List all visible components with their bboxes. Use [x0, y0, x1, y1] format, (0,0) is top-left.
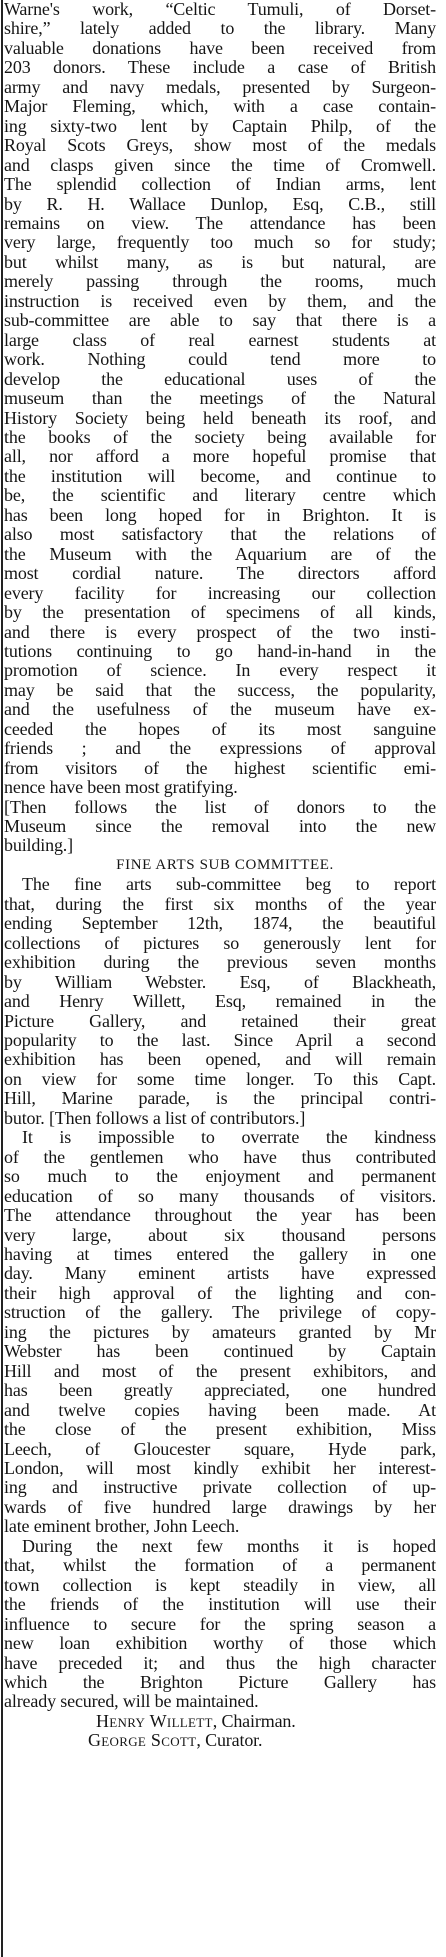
text-line: It is impossible to overrate the kindness: [22, 1127, 436, 1148]
text-line: from visitors of the highest scientific emi-: [4, 757, 436, 778]
text-line: by William Webster. Esq, of Blackheath,: [4, 971, 436, 992]
text-line: The fine arts sub-committee beg to report: [22, 874, 436, 895]
text-line: new loan exhibition worthy of those which: [4, 1633, 436, 1654]
text-line: Museum since the removal into the new: [4, 816, 436, 837]
signatory-role: , Chairman.: [212, 1710, 296, 1731]
section-heading: FINE ARTS SUB COMMITTEE.: [116, 856, 334, 873]
text-line: Picture Gallery, and retained their great: [4, 1010, 436, 1031]
text-line: late eminent brother, John Leech.: [4, 1516, 240, 1537]
text-line: Webster has been continued by Captain: [4, 1341, 436, 1362]
text-line: on view for some time longer. To this Capt.: [4, 1068, 436, 1089]
text-line: wards of five hundred large drawings by her: [4, 1496, 436, 1517]
text-line: the friends of the institution will use their: [4, 1594, 436, 1615]
text-line: promotion of science. In every respect it: [4, 660, 436, 681]
text-line: Major Fleming, which, with a case contain-: [4, 96, 436, 117]
text-line: museum than the meetings of the Natural: [4, 388, 436, 409]
text-line: by the presentation of specimens of all kinds,: [4, 602, 436, 623]
text-line: influence to secure for the spring season a: [4, 1613, 436, 1634]
signatory-name: George Scott: [88, 1730, 197, 1751]
paragraph: [4, 1537, 436, 1712]
text-line: also most satisfactory that the relations of: [4, 524, 436, 545]
text-line: which the Brighton Picture Gallery has: [4, 1671, 436, 1692]
signatory-name: Henry Willett: [96, 1710, 213, 1731]
text-line: that, whilst the formation of a permanent: [4, 1555, 436, 1576]
text-line: instruction is received even by them, and the: [4, 290, 436, 311]
text-line: sub-committee are able to say that there is a: [4, 310, 436, 331]
text-line: the Museum with the Aquarium are of the: [4, 543, 436, 564]
text-line: ing the pictures by amateurs granted by Mr: [4, 1321, 436, 1342]
text-line: the institution will become, and continue to: [4, 465, 436, 486]
text-line: have preceded it; and thus the high character: [4, 1652, 436, 1673]
text-line: their high approval of the lighting and con-: [4, 1282, 436, 1303]
text-line: History Society being held beneath its roof, and: [4, 407, 436, 428]
text-line: Leech, of Gloucester square, Hyde park,: [4, 1438, 436, 1459]
text-line: has been long hoped for in Brighton. It is: [4, 504, 436, 525]
text-line: has been greatly appreciated, one hundred: [4, 1380, 436, 1401]
text-line: and Henry Willett, Esq, remained in the: [4, 991, 436, 1012]
text-line: ending September 12th, 1874, the beautiful: [4, 913, 436, 934]
text-line: London, will most kindly exhibit her interest-: [4, 1457, 436, 1478]
text-line: exhibition during the previous seven months: [4, 952, 436, 973]
text-line: exhibition has been opened, and will remain: [4, 1049, 436, 1070]
text-line: Hill, Marine parade, is the principal contri-: [4, 1088, 436, 1109]
text-line: so much to the enjoyment and permanent: [4, 1166, 436, 1187]
text-line: and there is every prospect of the two insti-: [4, 621, 436, 642]
text-line: very large, frequently too much so for study;: [4, 232, 436, 253]
text-line: valuable donations have been received from: [4, 37, 436, 58]
paragraph: [4, 0, 436, 798]
text-line: Royal Scots Greys, show most of the medals: [4, 135, 436, 156]
text-line: all, nor afford a more hopeful promise that: [4, 446, 436, 467]
text-line: The attendance throughout the year has been: [4, 1205, 436, 1226]
text-line: Warne's work, “Celtic Tumuli, of Dorset-: [4, 0, 436, 19]
signatory-role: , Curator.: [196, 1730, 263, 1751]
column-rule: [1, 0, 3, 1957]
text-line: large class of real earnest students at: [4, 329, 436, 350]
text-line: remains on view. The attendance has been: [4, 212, 436, 233]
text-line: ceeded the hopes of its most sanguine: [4, 718, 436, 739]
text-line: day. Many eminent artists have expressed: [4, 1263, 436, 1284]
text-line: that, during the first six months of the year: [4, 893, 436, 914]
text-line: 203 donors. These include a case of British: [4, 57, 436, 78]
text-line: Hill and most of the present exhibitors, and: [4, 1360, 436, 1381]
text-line: already secured, will be maintained.: [4, 1691, 259, 1712]
text-line: army and navy medals, presented by Surgeon-: [4, 76, 436, 97]
text-line: collections of pictures so generously lent for: [4, 932, 436, 953]
text-line: The splendid collection of Indian arms, lent: [4, 174, 436, 195]
text-line: building.]: [4, 835, 73, 856]
text-line: work. Nothing could tend more to: [4, 349, 436, 370]
signature-line: [4, 1712, 436, 1731]
text-line: every facility for increasing our collection: [4, 582, 436, 603]
text-line: and clasps given since the time of Cromwell.: [4, 154, 436, 175]
text-line: shire,” lately added to the library. Many: [4, 18, 436, 39]
paragraph: [4, 798, 436, 856]
text-line: the books of the society being available for: [4, 426, 436, 447]
text-line: nence have been most gratifying.: [4, 777, 238, 798]
article-column: [4, 0, 436, 1751]
text-line: of the gentlemen who have thus contributed: [4, 1146, 436, 1167]
signature-line: [4, 1731, 436, 1750]
text-line: develop the educational uses of the: [4, 368, 436, 389]
text-line: friends ; and the expressions of approval: [4, 738, 436, 759]
paragraph: [4, 875, 436, 1128]
text-line: ing and instructive private collection of up-: [4, 1477, 436, 1498]
text-line: the close of the present exhibition, Miss: [4, 1419, 436, 1440]
text-line: and the usefulness of the museum have ex-: [4, 699, 436, 720]
text-line: most cordial nature. The directors afford: [4, 563, 436, 584]
text-line: education of so many thousands of visitors.: [4, 1185, 436, 1206]
text-line: butor. [Then follows a list of contributors.]: [4, 1107, 306, 1128]
text-line: be, the scientific and literary centre which: [4, 485, 436, 506]
text-line: During the next few months it is hoped: [22, 1535, 436, 1556]
text-line: ing sixty-two lent by Captain Philp, of the: [4, 115, 436, 136]
text-line: [Then follows the list of donors to the: [4, 796, 436, 817]
text-line: but whilst many, as is but natural, are: [4, 251, 436, 272]
text-line: struction of the gallery. The privilege of copy-: [4, 1302, 436, 1323]
text-line: and twelve copies having been made. At: [4, 1399, 436, 1420]
paragraph: [4, 1128, 436, 1537]
text-line: may be said that the success, the popularity,: [4, 679, 436, 700]
text-line: having at times entered the gallery in one: [4, 1244, 436, 1264]
text-line: merely passing through the rooms, much: [4, 271, 436, 292]
text-line: by R. H. Wallace Dunlop, Esq, C.B., still: [4, 193, 436, 214]
text-line: popularity to the last. Since April a second: [4, 1030, 436, 1051]
text-line: very large, about six thousand persons: [4, 1224, 436, 1245]
text-line: town collection is kept steadily in view, all: [4, 1574, 436, 1595]
text-line: tutions continuing to go hand-in-hand in the: [4, 640, 436, 661]
